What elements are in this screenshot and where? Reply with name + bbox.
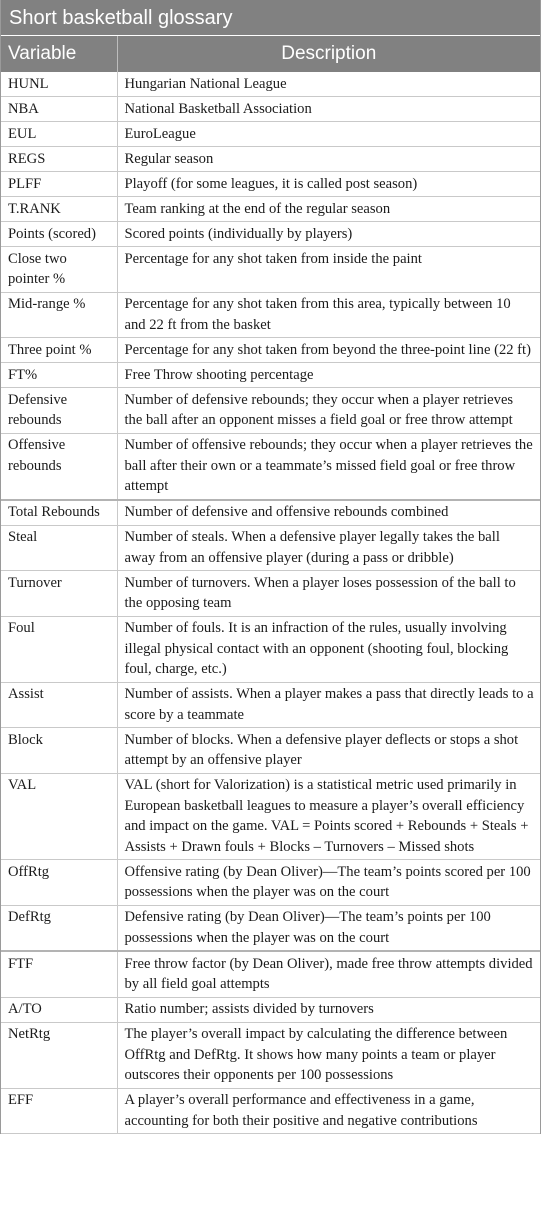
table-row <box>1 682 540 728</box>
description-cell: Offensive rating (by Dean Oliver)—The team’s points scored per 100 possessions when the player was on the court <box>117 860 540 906</box>
description-cell: VAL (short for Valorization) is a statistical metric used primarily in European basketball leagues to measure a player’s overall efficiency and impact on the game. VAL = Points scored + Rebounds + Steals + Assists + Drawn fouls + Blocks – Turnovers – Missed shots <box>117 773 540 860</box>
table-row <box>1 97 540 122</box>
table-row <box>1 997 540 1022</box>
description-cell: EuroLeague <box>117 122 540 147</box>
column-header-variable: Variable <box>1 36 117 72</box>
variable-cell: Three point % <box>1 338 117 363</box>
description-cell: Playoff (for some leagues, it is called post season) <box>117 172 540 197</box>
table-row <box>1 122 540 147</box>
description-cell: Percentage for any shot taken from beyond the three-point line (22 ft) <box>117 338 540 363</box>
variable-cell: T.RANK <box>1 197 117 222</box>
variable-cell: A/TO <box>1 997 117 1022</box>
table-row <box>1 773 540 860</box>
table-row <box>1 72 540 97</box>
variable-cell: Assist <box>1 682 117 728</box>
variable-cell: Turnover <box>1 571 117 617</box>
table-row <box>1 433 540 500</box>
description-cell: A player’s overall performance and effectiveness in a game, accounting for both their positive and negative contributions <box>117 1088 540 1134</box>
variable-cell: REGS <box>1 147 117 172</box>
table-row <box>1 363 540 388</box>
description-cell: Hungarian National League <box>117 72 540 97</box>
variable-cell: DefRtg <box>1 905 117 951</box>
description-cell: Defensive rating (by Dean Oliver)—The team’s points per 100 possessions when the player was on the court <box>117 905 540 951</box>
variable-cell: OffRtg <box>1 860 117 906</box>
table-row <box>1 860 540 906</box>
glossary-table <box>1 36 540 1134</box>
description-cell: Number of offensive rebounds; they occur when a player retrieves the ball after their own or a teammate’s missed field goal or free throw attempt <box>117 433 540 500</box>
description-cell: Number of assists. When a player makes a pass that directly leads to a score by a teammate <box>117 682 540 728</box>
variable-cell: Close two pointer % <box>1 247 117 293</box>
description-cell: Free throw factor (by Dean Oliver), made free throw attempts divided by all field goal attempts <box>117 951 540 997</box>
header-row <box>1 36 540 72</box>
description-cell: Number of fouls. It is an infraction of the rules, usually involving illegal physical contact with an opponent (shooting foul, blocking foul, charge, etc.) <box>117 616 540 682</box>
table-row <box>1 292 540 338</box>
table-row <box>1 951 540 997</box>
table-row <box>1 247 540 293</box>
variable-cell: VAL <box>1 773 117 860</box>
column-header-description: Description <box>117 36 540 72</box>
variable-cell: Defensive rebounds <box>1 388 117 434</box>
table-row <box>1 525 540 571</box>
table-row <box>1 197 540 222</box>
variable-cell: Foul <box>1 616 117 682</box>
variable-cell: FTF <box>1 951 117 997</box>
variable-cell: Block <box>1 728 117 774</box>
description-cell: Number of blocks. When a defensive player deflects or stops a shot attempt by an offensive player <box>117 728 540 774</box>
table-row <box>1 1022 540 1088</box>
variable-cell: NetRtg <box>1 1022 117 1088</box>
description-cell: Scored points (individually by players) <box>117 222 540 247</box>
description-cell: Number of defensive rebounds; they occur when a player retrieves the ball after an opponent misses a field goal or free throw attempt <box>117 388 540 434</box>
table-row <box>1 500 540 526</box>
table-row <box>1 728 540 774</box>
variable-cell: FT% <box>1 363 117 388</box>
table-row <box>1 1088 540 1134</box>
description-cell: Percentage for any shot taken from inside the paint <box>117 247 540 293</box>
variable-cell: NBA <box>1 97 117 122</box>
table-row <box>1 338 540 363</box>
description-cell: Number of turnovers. When a player loses possession of the ball to the opposing team <box>117 571 540 617</box>
variable-cell: EUL <box>1 122 117 147</box>
table-row <box>1 571 540 617</box>
description-cell: The player’s overall impact by calculating the difference between OffRtg and DefRtg. It shows how many points a team or player outscores their opponents per 100 possessions <box>117 1022 540 1088</box>
variable-cell: Total Rebounds <box>1 500 117 526</box>
table-row <box>1 616 540 682</box>
description-cell: National Basketball Association <box>117 97 540 122</box>
description-cell: Number of defensive and offensive rebounds combined <box>117 500 540 526</box>
variable-cell: Offensive rebounds <box>1 433 117 500</box>
description-cell: Free Throw shooting percentage <box>117 363 540 388</box>
variable-cell: EFF <box>1 1088 117 1134</box>
table-row <box>1 222 540 247</box>
table-row <box>1 388 540 434</box>
variable-cell: HUNL <box>1 72 117 97</box>
description-cell: Number of steals. When a defensive player legally takes the ball away from an offensive player (during a pass or dribble) <box>117 525 540 571</box>
table-row <box>1 147 540 172</box>
description-cell: Percentage for any shot taken from this area, typically between 10 and 22 ft from the basket <box>117 292 540 338</box>
table-row <box>1 172 540 197</box>
variable-cell: Mid-range % <box>1 292 117 338</box>
description-cell: Regular season <box>117 147 540 172</box>
variable-cell: PLFF <box>1 172 117 197</box>
description-cell: Ratio number; assists divided by turnovers <box>117 997 540 1022</box>
variable-cell: Steal <box>1 525 117 571</box>
table-row <box>1 905 540 951</box>
description-cell: Team ranking at the end of the regular season <box>117 197 540 222</box>
variable-cell: Points (scored) <box>1 222 117 247</box>
table-caption: Short basketball glossary <box>1 0 540 36</box>
